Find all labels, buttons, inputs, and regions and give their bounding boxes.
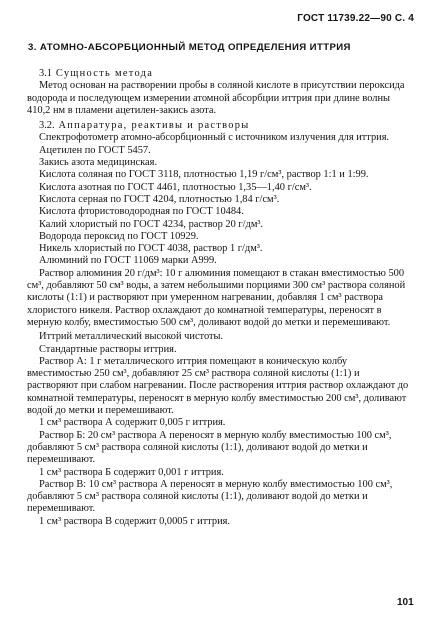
item-nitric-acid: Кислота азотная по ГОСТ 4461, плотностью 1,35—1,40 г/см³. [39, 181, 312, 193]
item-yttrium-metal: Иттрий металлический высокой чистоты. [39, 331, 224, 343]
subsection-1-title: Сущность метода [55, 68, 154, 79]
item-spectrophotometer: Спектрофотометр атомно-абсорбционный с источником излучения для иттрия. [39, 132, 390, 144]
item-solution-v: Раствор В: 10 см³ раствора А переносят в мерную колбу вместимостью 100 см³, добавляют 5 см³ раствора соляной кислоты (1:1), доливают водой до метки и перемешивают. [27, 478, 393, 515]
item-solution-a: Раствор А: 1 г металлического иттрия помещают в коническую колбу вместимостью 250 см³, добавляют 25 см³ раствора соляной кислоты (1:1) и растворяют при слабом нагревании. После растворения иттрия раствор охлаждают до комнатной температуры, переносят в мерную колбу вместимостью 200 см³, доливают водой до метки и перемешивают. [27, 355, 409, 417]
item-hydrofluoric-acid: Кислота фтористоводородная по ГОСТ 10484. [39, 206, 244, 218]
item-sulfuric-acid: Кислота серная по ГОСТ 4204, плотностью 1,84 г/см³. [39, 193, 280, 205]
item-acetylene: Ацетилен по ГОСТ 5457. [39, 144, 151, 156]
item-solution-v-content: 1 см³ раствора В содержит 0,0005 г иттрия. [39, 515, 231, 527]
item-solution-b: Раствор Б: 20 см³ раствора А переносят в мерную колбу вместимостью 100 см³, добавляют 5 см³ раствора соляной кислоты (1:1), доливают водой до метки и перемешивают. [27, 429, 392, 466]
item-hydrochloric-acid: Кислота соляная по ГОСТ 3118, плотностью 1,19 г/см³, раствор 1:1 и 1:99. [39, 169, 369, 181]
item-hydrogen-peroxide: Водорода пероксид по ГОСТ 10929. [39, 230, 199, 242]
subsection-1-number: 3.1 [39, 68, 52, 79]
item-standard-solutions: Стандартные растворы иттрия. [39, 343, 177, 355]
subsection-1-heading [27, 68, 411, 80]
subsection-2-heading [27, 120, 411, 132]
subsection-2-title: Аппаратура, реактивы и растворы [58, 120, 250, 132]
subsection-2-number: 3.2. [39, 120, 55, 132]
item-aluminium-solution: Раствор алюминия 20 г/дм³: 10 г алюминия помещают в стакан вместимостью 500 см³, добавляют 50 см³ воды, а затем небольшими порциями 300 см³ раствора соляной кислоты (1:1) и растворяют при умеренном нагревании, добавляя 1 см³ раствора хлористого никеля. Раствор охлаждают до комнатной температуры, переносят в мерную колбу, вместимостью 500 см³, доливают водой до метки и перемешивают. [27, 267, 406, 328]
document-code-header: ГОСТ 11739.22—90 С. 4 [297, 13, 414, 24]
item-aluminium: Алюминий по ГОСТ 11069 марки А999. [39, 255, 217, 267]
item-solution-b-content: 1 см³ раствора Б содержит 0,001 г иттрия. [39, 466, 224, 478]
item-nickel-chloride: Никель хлористый по ГОСТ 4038, раствор 1 г/дм³. [39, 243, 263, 255]
subsection-1-text: Метод основан на растворении пробы в соляной кислоте в присутствии пероксида водорода и последующем измерении атомной абсорбции иттрия при длине волны 410,2 нм в пламени ацетилен-закись азота. [27, 80, 405, 116]
section-title: 3. АТОМНО-АБСОРБЦИОННЫЙ МЕТОД ОПРЕДЕЛЕНИЯ ИТТРИЯ [28, 42, 351, 53]
item-solution-a-content: 1 см³ раствора А содержит 0,005 г иттрия. [39, 417, 226, 429]
document-body [27, 68, 411, 528]
item-nitrous-oxide: Закись азота медицинская. [39, 157, 158, 169]
item-potassium-chloride: Калий хлористый по ГОСТ 4234, раствор 20 г/дм³. [39, 218, 264, 230]
page-number: 101 [397, 597, 414, 608]
